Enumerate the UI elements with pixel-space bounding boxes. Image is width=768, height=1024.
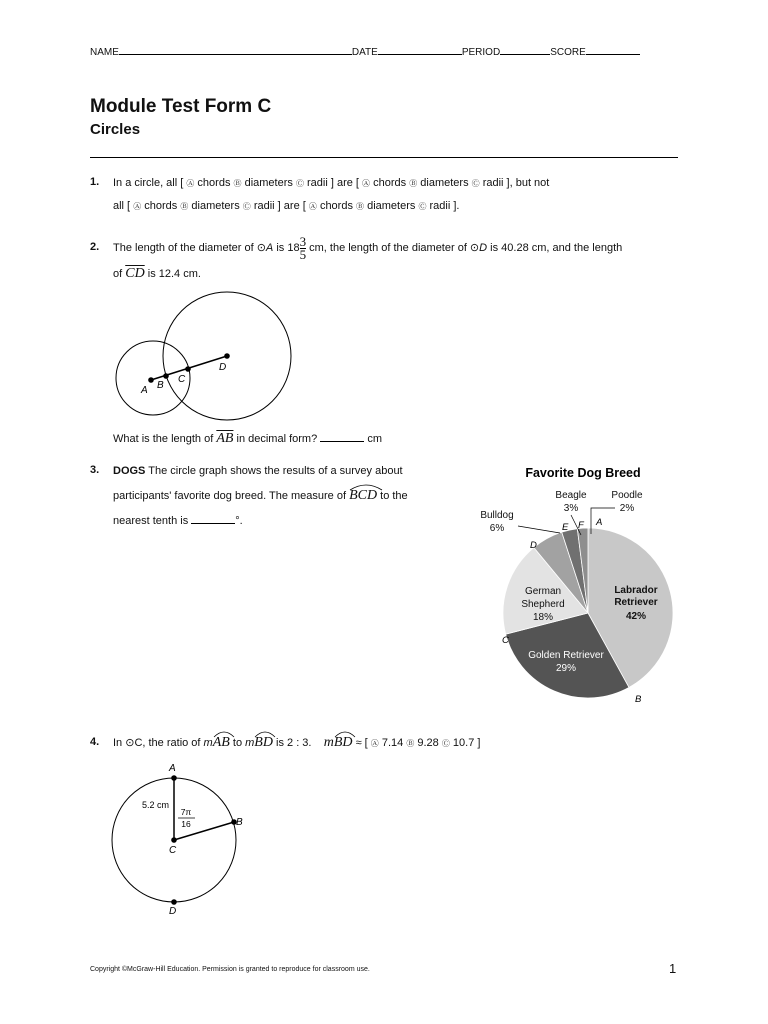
angle-denominator: 16 bbox=[181, 819, 191, 829]
label-golden: Golden Retriever bbox=[528, 650, 604, 661]
point-b bbox=[163, 373, 169, 379]
q1-line1: In a circle, all [ Ⓐ chords Ⓑ diameters Ⓒ radii ] are [ Ⓐ chords Ⓑ diameters Ⓒ radii ], but not bbox=[113, 177, 550, 189]
two-circles-diagram bbox=[105, 286, 305, 426]
label-c: C bbox=[178, 374, 186, 385]
chart-title: Favorite Dog Breed bbox=[525, 466, 641, 480]
label-d: D bbox=[169, 906, 177, 917]
label-b: B bbox=[157, 380, 164, 391]
page-title: Module Test Form C bbox=[90, 96, 272, 117]
label-bulldog: Bulldog bbox=[480, 510, 514, 521]
copyright-footer: Copyright ©McGraw-Hill Education. Permission is granted to reproduce for classroom use. bbox=[90, 966, 370, 973]
period-label: PERIOD bbox=[461, 47, 501, 58]
q3-line2: participants' favorite dog breed. The measure of BCD to the bbox=[113, 487, 408, 505]
arc-bd: BD bbox=[254, 735, 273, 750]
point-c-label: C bbox=[502, 635, 509, 646]
q2-line1: The length of the diameter of ⊙A is 18 $\frac{3}{5}$ cm, the length of the diameter of ⊙D is 40.28 cm, and the length bbox=[113, 233, 623, 262]
leader-bulldog bbox=[518, 526, 560, 533]
point-e-label: E bbox=[562, 522, 569, 533]
q3-line3: nearest tenth is °. bbox=[113, 515, 243, 527]
q3-answer-blank[interactable] bbox=[191, 523, 235, 524]
arc-bcd: BCD bbox=[349, 488, 377, 503]
page-subtitle: Circles bbox=[90, 121, 141, 138]
score-blank[interactable] bbox=[586, 54, 640, 55]
label-german-1: German bbox=[524, 586, 562, 597]
label-poodle-value: 2% bbox=[619, 503, 635, 514]
q1-number: 1. bbox=[90, 176, 100, 188]
label-c: C bbox=[169, 845, 177, 856]
period-blank[interactable] bbox=[500, 54, 550, 55]
arc-ab: AB bbox=[213, 735, 230, 750]
q4-line1: In ⊙C, the ratio of mAB to mBD is 2 : 3. mBD ≈ [ Ⓐ 7.14 Ⓑ 9.28 Ⓒ 10.7 ] bbox=[113, 734, 480, 753]
label-beagle-value: 3% bbox=[563, 503, 579, 514]
q3-line1: DOGS The circle graph shows the results of a survey about bbox=[113, 465, 403, 477]
label-bulldog-value: 6% bbox=[489, 523, 505, 534]
angle-numerator: 7π bbox=[180, 807, 192, 817]
q3-number: 3. bbox=[90, 464, 100, 476]
point-c bbox=[185, 366, 191, 372]
point-a-label: A bbox=[596, 517, 603, 528]
q1-line2: all [ Ⓐ chords Ⓑ diameters Ⓒ radii ] are [ Ⓐ chords Ⓑ diameters Ⓒ radii ]. bbox=[113, 200, 460, 212]
date-label: DATE bbox=[351, 47, 378, 58]
label-beagle: Beagle bbox=[555, 490, 587, 501]
q2-fraction: $\frac{3}{5}$ bbox=[299, 233, 307, 262]
date-blank[interactable] bbox=[378, 54, 462, 55]
favorite-dog-breed-chart bbox=[470, 458, 690, 708]
label-poodle: Poodle bbox=[611, 490, 643, 501]
label-labrador-2: Retriever bbox=[614, 597, 658, 608]
name-label: NAME bbox=[90, 47, 119, 58]
radius-label: 5.2 cm bbox=[142, 800, 170, 810]
circle-c-diagram bbox=[110, 758, 260, 918]
label-d: D bbox=[219, 362, 227, 373]
label-a: A bbox=[141, 385, 148, 396]
label-german-value: 18% bbox=[532, 612, 554, 623]
label-golden-value: 29% bbox=[555, 663, 577, 674]
q2-question: What is the length of $\overline{AB}$ in decimal form? cm bbox=[113, 431, 382, 446]
title-rule bbox=[90, 157, 678, 158]
name-date-header bbox=[90, 47, 640, 58]
label-a: A bbox=[169, 763, 176, 774]
q2-number: 2. bbox=[90, 241, 100, 253]
arc-bd-2: BD bbox=[334, 735, 353, 750]
point-d bbox=[224, 353, 230, 359]
score-label: SCORE bbox=[550, 47, 586, 58]
point-d-label: D bbox=[530, 540, 537, 551]
q2-line2: of $\overline{CD}$ is 12.4 cm. bbox=[113, 266, 201, 281]
label-labrador-1: Labrador bbox=[614, 585, 658, 596]
point-a bbox=[171, 775, 177, 781]
point-c bbox=[171, 837, 177, 843]
q4-number: 4. bbox=[90, 736, 100, 748]
point-a bbox=[148, 377, 154, 383]
page-number: 1 bbox=[669, 961, 677, 976]
label-b: B bbox=[236, 817, 243, 828]
label-german-2: Shepherd bbox=[521, 599, 565, 610]
point-f-label: F bbox=[578, 520, 584, 531]
point-d bbox=[171, 899, 177, 905]
label-labrador-value: 42% bbox=[625, 611, 647, 622]
name-blank[interactable] bbox=[119, 54, 352, 55]
point-b-label: B bbox=[635, 694, 642, 705]
q2-answer-blank[interactable] bbox=[320, 441, 364, 442]
